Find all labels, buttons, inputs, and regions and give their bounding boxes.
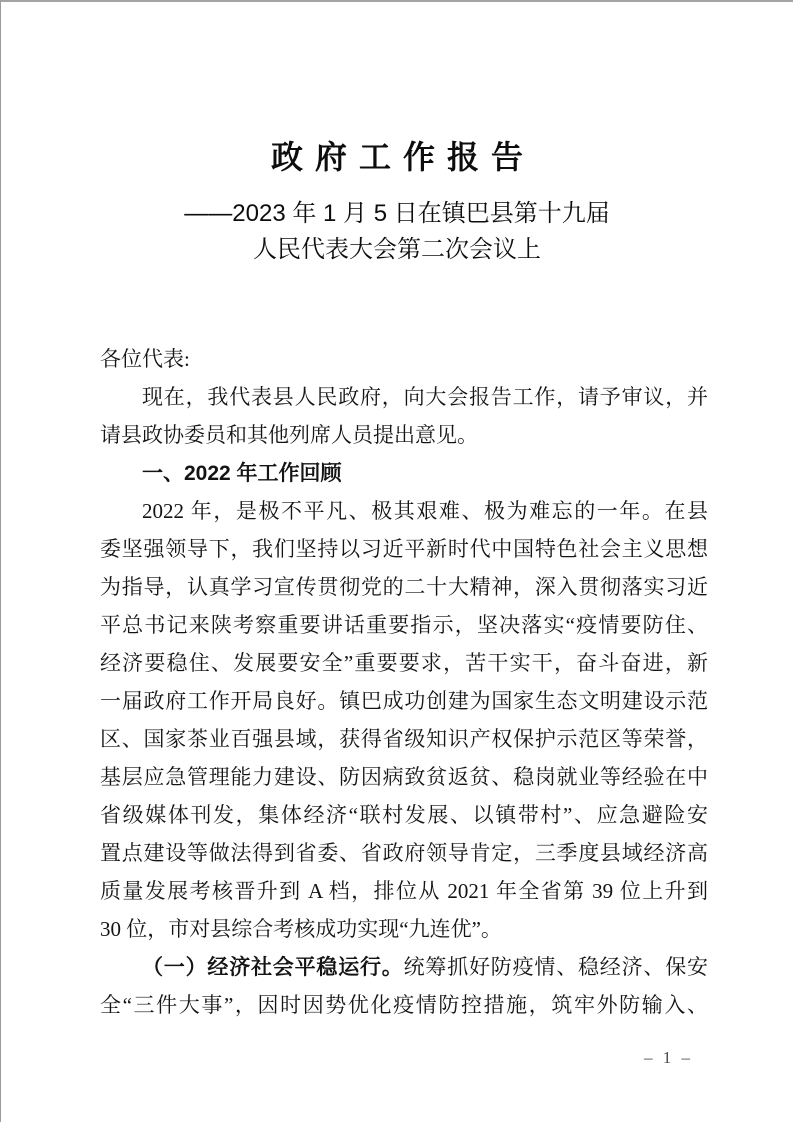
body-text: 现在，我代表县人民政府，向大会报告工作，请予审议，并 [142, 385, 708, 409]
body-line [100, 454, 708, 492]
body-text: 质量发展考核晋升到 A 档，排位从 2021 年全省第 39 位上升到 [100, 879, 708, 903]
body-text: 30 位，市对县综合考核成功实现“九连优”。 [100, 917, 502, 941]
body-text: 委坚强领导下，我们坚持以习近平新时代中国特色社会主义思想 [100, 537, 708, 561]
body-line [100, 644, 708, 682]
body-line [100, 834, 708, 872]
body-text: 置点建设等做法得到省委、省政府领导肯定，三季度县域经济高 [100, 841, 708, 865]
document-title: 政府工作报告 [270, 139, 535, 175]
body-text: 统筹抓好防疫情、稳经济、保安 [403, 955, 709, 979]
body-line [100, 758, 708, 796]
heading-text: （一）经济社会平稳运行。 [142, 956, 404, 979]
body-line [100, 986, 708, 1024]
body-line [100, 682, 708, 720]
body-line [100, 530, 708, 568]
body-text: 一届政府工作开局良好。镇巴成功创建为国家生态文明建设示范 [100, 689, 708, 713]
body-text: 经济要稳住、发展要安全”重要要求，苦干实干，奋斗奋进，新 [100, 651, 708, 675]
body-text: 区、国家茶业百强县域，获得省级知识产权保护示范区等荣誉， [100, 727, 708, 751]
heading-text: 一、2022 年工作回顾 [142, 462, 342, 485]
body-text: 2022 年，是极不平凡、极其艰难、极为难忘的一年。在县 [142, 499, 708, 523]
body-text: 平总书记来陕考察重要讲话重要指示，坚决落实“疫情要防住、 [100, 613, 708, 637]
subtitle-line-1: ——2023 年 1 月 5 日在镇巴县第十九届 [184, 200, 610, 227]
body-line [100, 340, 708, 378]
body-line [100, 720, 708, 758]
document-body [100, 340, 708, 1024]
body-text: 基层应急管理能力建设、防因病致贫返贫、稳岗就业等经验在中 [100, 765, 708, 789]
body-line [100, 796, 708, 834]
body-line [100, 872, 708, 910]
body-line [100, 948, 708, 986]
document-subtitle [1, 196, 793, 268]
body-line [100, 492, 708, 530]
body-line [100, 416, 708, 454]
page-number: – 1 – [644, 1048, 693, 1067]
body-line [100, 568, 708, 606]
body-text: 请县政协委员和其他列席人员提出意见。 [100, 423, 478, 447]
body-text: 各位代表: [100, 347, 190, 371]
body-text: 为指导，认真学习宣传贯彻党的二十大精神，深入贯彻落实习近 [100, 575, 708, 599]
body-line [100, 606, 708, 644]
subtitle-line-2: 人民代表大会第二次会议上 [253, 236, 541, 263]
body-line [100, 910, 708, 948]
body-text: 全“三件大事”，因时因势优化疫情防控措施，筑牢外防输入、 [100, 993, 708, 1017]
body-line [100, 378, 708, 416]
body-text: 省级媒体刊发，集体经济“联村发展、以镇带村”、应急避险安 [100, 803, 708, 827]
